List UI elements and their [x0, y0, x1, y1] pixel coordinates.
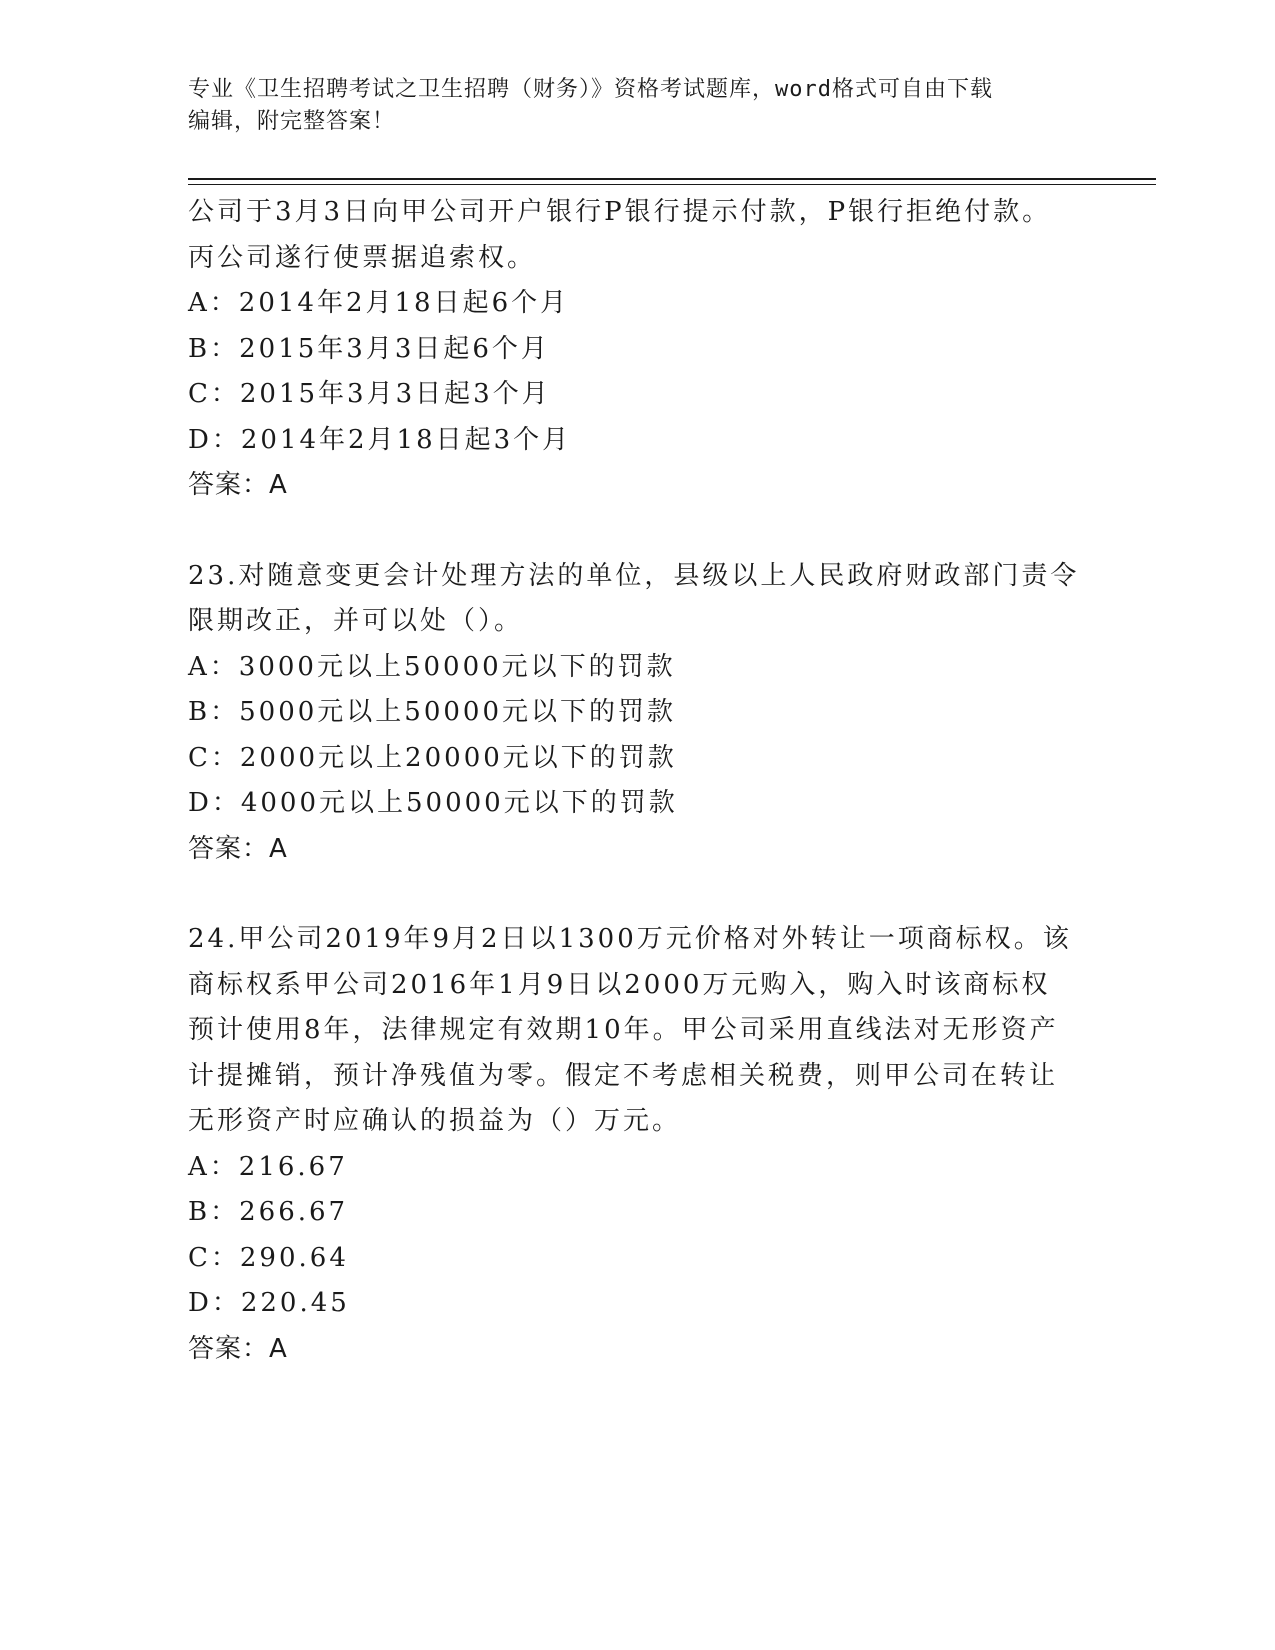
document-header [188, 74, 1088, 138]
question-text-line: 计提摊销，预计净残值为零。假定不考虑相关税费，则甲公司在转让 [188, 1060, 1059, 1091]
question-text-line: 限期改正，并可以处（）。 [188, 606, 524, 636]
option-b: B：2015年3月3日起6个月 [188, 333, 550, 364]
option-b: B：5000元以上50000元以下的罚款 [188, 697, 676, 727]
question-text-line: 丙公司遂行使票据追索权。 [188, 242, 537, 273]
option-a: A：2014年2月18日起6个月 [188, 288, 570, 318]
answer-label: 答案：A [188, 1333, 288, 1364]
question-24 [188, 917, 1088, 1372]
option-d: D：2014年2月18日起3个月 [188, 424, 572, 455]
option-c: C：2000元以上20000元以下的罚款 [188, 742, 677, 773]
option-d: D：4000元以上50000元以下的罚款 [188, 788, 678, 818]
question-23 [188, 554, 1088, 873]
header-divider-thin [188, 184, 1156, 185]
answer-label: 答案：A [188, 833, 288, 864]
option-d: D：220.45 [188, 1288, 350, 1318]
option-a: A：216.67 [188, 1151, 348, 1182]
question-text-line: 无形资产时应确认的损益为（）万元。 [188, 1106, 682, 1136]
spacer [188, 509, 1088, 554]
question-text-line: 公司于3月3日向甲公司开户银行P银行提示付款，P银行拒绝付款。 [188, 197, 1052, 227]
header-divider-thick [188, 178, 1156, 180]
question-text-line: 24.甲公司2019年9月2日以1300万元价格对外转让一项商标权。该 [188, 924, 1072, 954]
header-line-2: 编辑，附完整答案！ [188, 109, 396, 134]
option-c: C：2015年3月3日起3个月 [188, 379, 551, 409]
answer-label: 答案：A [188, 470, 288, 500]
option-c: C：290.64 [188, 1242, 349, 1273]
option-a: A：3000元以上50000元以下的罚款 [188, 651, 676, 682]
question-list [188, 190, 1088, 1372]
question-text-line: 商标权系甲公司2016年1月9日以2000万元购入，购入时该商标权 [188, 969, 1051, 1000]
question-continued [188, 190, 1088, 509]
option-b: B：266.67 [188, 1197, 349, 1227]
header-line-1: 专业《卫生招聘考试之卫生招聘（财务）》资格考试题库，word格式可自由下载 [188, 77, 993, 102]
question-text-line: 23.对随意变更会计处理方法的单位，县级以上人民政府财政部门责令 [188, 560, 1080, 591]
question-text-line: 预计使用8年，法律规定有效期10年。甲公司采用直线法对无形资产 [188, 1015, 1059, 1045]
spacer [188, 872, 1088, 917]
